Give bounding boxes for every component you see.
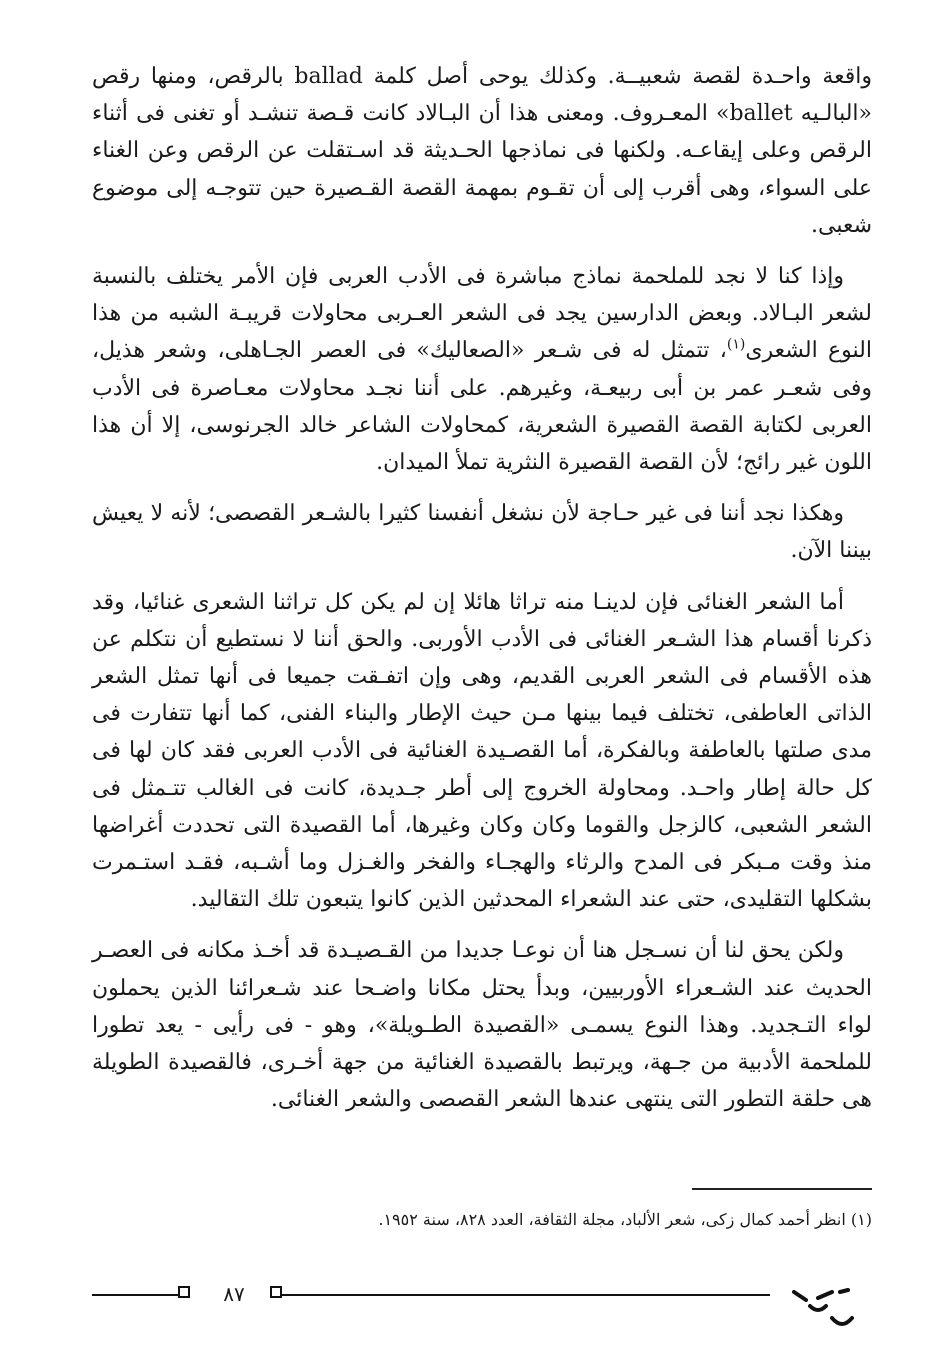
footer-square-ornament xyxy=(178,1286,190,1298)
footnote-reference: (١) xyxy=(726,337,746,354)
footer-rule xyxy=(282,1294,770,1296)
paragraph xyxy=(92,258,872,481)
paragraph: أما الشعر الغنائى فإن لدينـا منه تراثا هائلا إن لم يكن كل تراثنا الشعرى غنائيا، وقد ذكرنا أقسام هذا الشـعر الغنائى فى الأدب الأوربى. والحق أننا لا نستطيع أن نتكلم عن هذه الأقسام فى الشعر العربى القديم، وهى وإن اتفـقت جميعا فى أنها تمثل الشعر الذاتى العاطفى، تختلف فيما بينها مـن حيث الإطار والبناء الفنى، كما أنها تتفارت فى مدى صلتها بالعاطفة وبالفكرة، أما القصـيدة الغنائية فى الأدب العربى فقد كان لها فى كل حالة إطار واحـد. ومحاولة الخروج إلى أطر جـديدة، كانت فى الغالب تتـمثل فى الشعر الشعبى، كالزجل والقوما وكان وكان وغيرها، أما القصيدة التى تحددت أغراضها منذ وقت مـبكر فى المدح والرثاء والهجـاء والفخر والغـزل وما أشـبه، فقـد استـمرت بشكلها التقليدى، حتى عند الشعراء المحدثين الذين كانوا يتبعون تلك التقاليد. xyxy=(92,589,872,913)
paragraph-text: ، تتمثل له فى شـعر «الصعاليك» فى العصر الجـاهلى، وشعر هذيل، وفى شعـر عمر بن أبى ربيعـة، وغيرهم. على أننا نجـد محاولات معـاصرة فى الأدب العربى لكتابة القصة القصيرة الشعرية، كمحاولات الشاعر خالد الجرنوسى، إلا أن هذا اللون غير رائج؛ لأن القصة القصيرة النثرية تملأ الميدان. xyxy=(92,338,872,476)
page-footer xyxy=(0,1280,925,1360)
paragraph-text: وإذا كنا لا نجد للملحمة نماذج مباشرة فى الأدب العربى فإن الأمر يختلف بالنسبة لشعر البـالاد. وبعض الدارسين يجد فى الشعر العـربى محاولات قريبـة الشبه من هذا النوع الشعرى xyxy=(92,264,873,364)
body-text xyxy=(92,58,872,1132)
footer-rule xyxy=(92,1294,178,1296)
decorative-ornament-icon xyxy=(788,1280,868,1340)
paragraph: وهكذا نجد أننا فى غير حـاجة لأن نشغل أنفسنا كثيرا بالشـعر القصصى؛ لأنه لا يعيش بيننا الآن. xyxy=(92,501,872,564)
footnote-divider xyxy=(692,1188,872,1190)
footer-square-ornament xyxy=(270,1286,282,1298)
paragraph: ولكن يحق لنا أن نسـجل هنا أن نوعـا جديدا من القـصيـدة قد أخـذ مكانه فى العصـر الحديث عند الشـعراء الأوربيين، وبدأ يحتل مكانا واضـحا عند شـعرائنا الذين يحملون لواء التـجديد. وهذا النوع يسمـى «القصيدة الطـويلة»، وهو - فى رأيى - يعد تطورا للملحمة الأدبية من جـهة، ويرتبط بالقصيدة الغنائية من جهة أخـرى، فالقصيدة الطويلة هى حلقة التطور التى ينتهى عندها الشعر القصصى والشعر الغنائى. xyxy=(92,938,872,1113)
page-number: ٨٧ xyxy=(223,1282,245,1306)
paragraph: واقعة واحـدة لقصة شعبيــة. وكذلك يوحى أصل كلمة ballad بالرقص، ومنها رقص «البالـيه ballet» المعـروف. ومعنى هذا أن البـالاد كانت قـصة تنشـد أو تغنى فى أثناء الرقص وعلى إيقاعـه. ولكنها فى نماذجها الحـديثة قد اسـتقلت عن الرقص وعن الغناء على السواء، وهى أقرب إلى أن تقـوم بمهمة القصة القـصيرة حين تتوجـه إلى موضوع شعبى. xyxy=(92,64,873,238)
footnote: (١) انظر أحمد كمال زكى، شعر الألباد، مجلة الثقافة، العدد ٨٢٨، سنة ١٩٥٢. xyxy=(378,1210,872,1229)
